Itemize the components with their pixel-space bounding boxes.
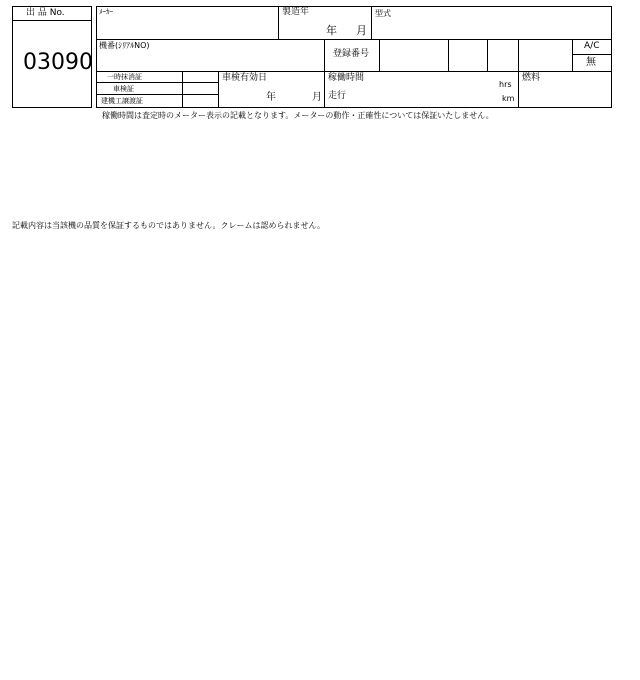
lot-number: 03090 [23, 50, 93, 75]
maker-divider [278, 6, 279, 39]
year-divider [371, 6, 372, 39]
serial-divider [324, 39, 325, 71]
registration-box-divider-1 [448, 39, 449, 71]
cert-item-temporary-deregistration: 一時抹消証 [107, 73, 142, 81]
manufacture-month-unit: 月 [356, 24, 367, 37]
row2-divider-left [96, 71, 518, 72]
ac-value: 無 [586, 57, 596, 68]
hours-unit: hrs [499, 80, 512, 89]
cert-item-construction-transfer: 建機工譲渡証 [101, 97, 143, 105]
row2-divider-right [518, 71, 612, 72]
inspection-divider [324, 71, 325, 108]
inspection-month-unit: 月 [312, 92, 322, 103]
km-unit: km [502, 94, 515, 103]
cert-col-divider-1 [182, 71, 183, 108]
manufacture-year-unit: 年 [326, 24, 337, 37]
model-label: 型式 [375, 9, 391, 18]
mileage-label: 走行 [328, 91, 347, 101]
disclaimer-note: 記載内容は当該機の品質を保証するものではありません。クレームは認められません。 [12, 221, 325, 230]
meter-note: 稼働時間は査定時のメーター表示の記載となります。メーターの動作・正確性については保証いたしません。 [102, 111, 494, 120]
registration-label-divider [379, 39, 380, 71]
operating-hours-label: 稼働時間 [328, 73, 365, 83]
serial-label: 機番(ｼﾘｱﾙNO) [99, 41, 150, 50]
inspection-label: 車検有効日 [222, 73, 268, 83]
ac-divider [572, 54, 612, 55]
registration-box-divider-3 [518, 39, 519, 108]
lot-header-divider [12, 20, 92, 21]
registration-label: 登録番号 [333, 49, 370, 59]
fuel-label: 燃料 [522, 73, 541, 83]
ac-left-divider [572, 39, 573, 71]
inspection-year-unit: 年 [266, 92, 276, 103]
registration-box-divider-2 [487, 39, 488, 71]
row1-divider [96, 39, 612, 40]
lot-header-label: 出 品 No. [26, 8, 65, 18]
cert-row-divider-1 [96, 82, 218, 83]
cert-col-divider-2 [218, 71, 219, 108]
cert-row-divider-2 [96, 94, 218, 95]
manufacture-year-label: 製造年 [282, 7, 310, 17]
cert-item-vehicle-inspection: 車検証 [113, 85, 134, 93]
ac-label: A/C [584, 41, 600, 51]
maker-label: ﾒｰｶｰ [99, 8, 113, 16]
